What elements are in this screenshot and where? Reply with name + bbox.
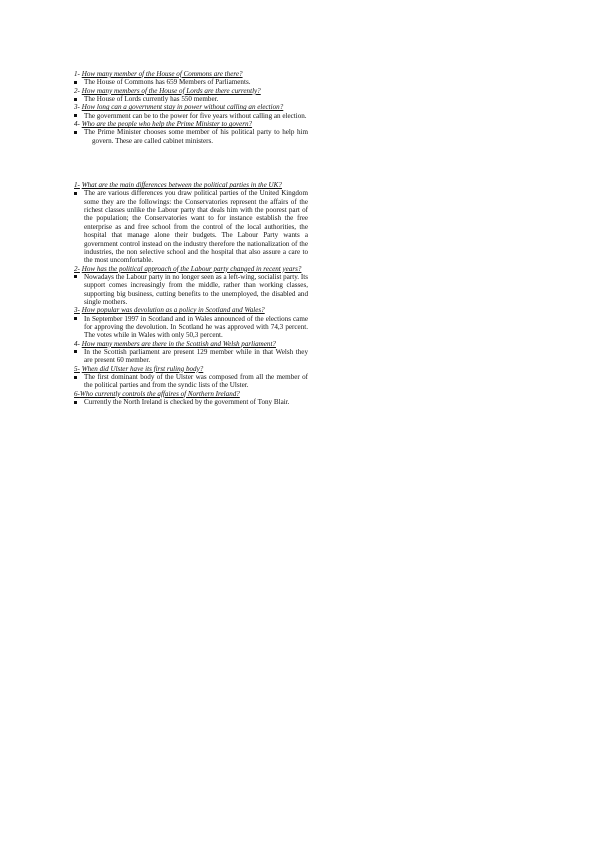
answer: The House of Lords currently has 550 member.: [74, 95, 308, 103]
answer: The government can be to the power for five years without calling an election.: [74, 112, 308, 120]
qa-section-1: [74, 70, 308, 145]
answer: The House of Commons has 659 Members of Parliaments.: [74, 78, 308, 86]
question: 6-Who currently controls the affaires of Northern Ireland?: [74, 389, 240, 398]
answer: Currently the North Ireland is checked by the government of Tony Blair.: [74, 398, 308, 406]
question: 5- When did Ulster have its first ruling body?: [74, 364, 204, 373]
question: 1- How many member of the House of Commons are there?: [74, 70, 243, 78]
question: 2- How has the political approach of the Labour party changed in recent years?: [74, 264, 302, 273]
question: 3- How popular was devolution as a policy in Scotland and Wales?: [74, 306, 265, 315]
bullet-icon: [74, 401, 77, 404]
answer: Nowadays the Labour party in no longer seen as a left-wing, socialist party. Its support comes increasingly from the middle, rather than working classes, supporting big business, cutting benefits to the unemployed, the disabled and single mothers.: [74, 273, 308, 306]
answer: In September 1997 in Scotland and in Wales announced of the elections came for approving the devolution. In Scotland he was approved with 74,3 percent. The votes while in Wales with only 50,3 percent.: [74, 315, 308, 340]
qa-section-2: [74, 181, 308, 406]
answer: The first dominant body of the Ulster was composed from all the member of the political parties and from the syndic lists of the Ulster.: [74, 373, 308, 390]
bullet-icon: [74, 114, 77, 117]
question: 1- What are the main differences between the political parties in the UK?: [74, 181, 282, 190]
question: 4- Who are the people who help the Prime Minister to govern?: [74, 120, 253, 129]
bullet-icon: [74, 98, 77, 101]
answer: The are various differences you draw political parties of the United Kingdom some they are the followings: the Conservatories represent the affairs of the richest classes unlike the Labour party that deals him with the poorest part of the population; the Conservatories want to for instance establish the free enterprise as and free school from the control of the local authorities, the hospital that manage alone their budgets. The Labour Party wants a government control instead on the industry therefore the nationalization of the industries, the non selective school and the hospital that also assure a care to the most uncomfortable.: [74, 189, 308, 264]
bullet-icon: [74, 350, 77, 353]
bullet-icon: [74, 376, 77, 379]
bullet-icon: [74, 317, 77, 320]
question: 4- How many members are there in the Scottish and Welsh parliament?: [74, 339, 276, 348]
question: 2- How many members of the House of Lords are there currently?: [74, 86, 261, 95]
question: 3- How long can a government stay in power without calling an election?: [74, 103, 284, 112]
bullet-icon: [74, 131, 77, 134]
bullet-icon: [74, 192, 77, 195]
bullet-icon: [74, 81, 77, 84]
answer: The Prime Minister chooses some member of his political party to help him govern. These are called cabinet ministers.: [74, 128, 308, 145]
bullet-icon: [74, 275, 77, 278]
text-column: [74, 70, 308, 406]
answer: In the Scottish parliament are present 129 member while in that Welsh they are present 60 member.: [74, 348, 308, 365]
